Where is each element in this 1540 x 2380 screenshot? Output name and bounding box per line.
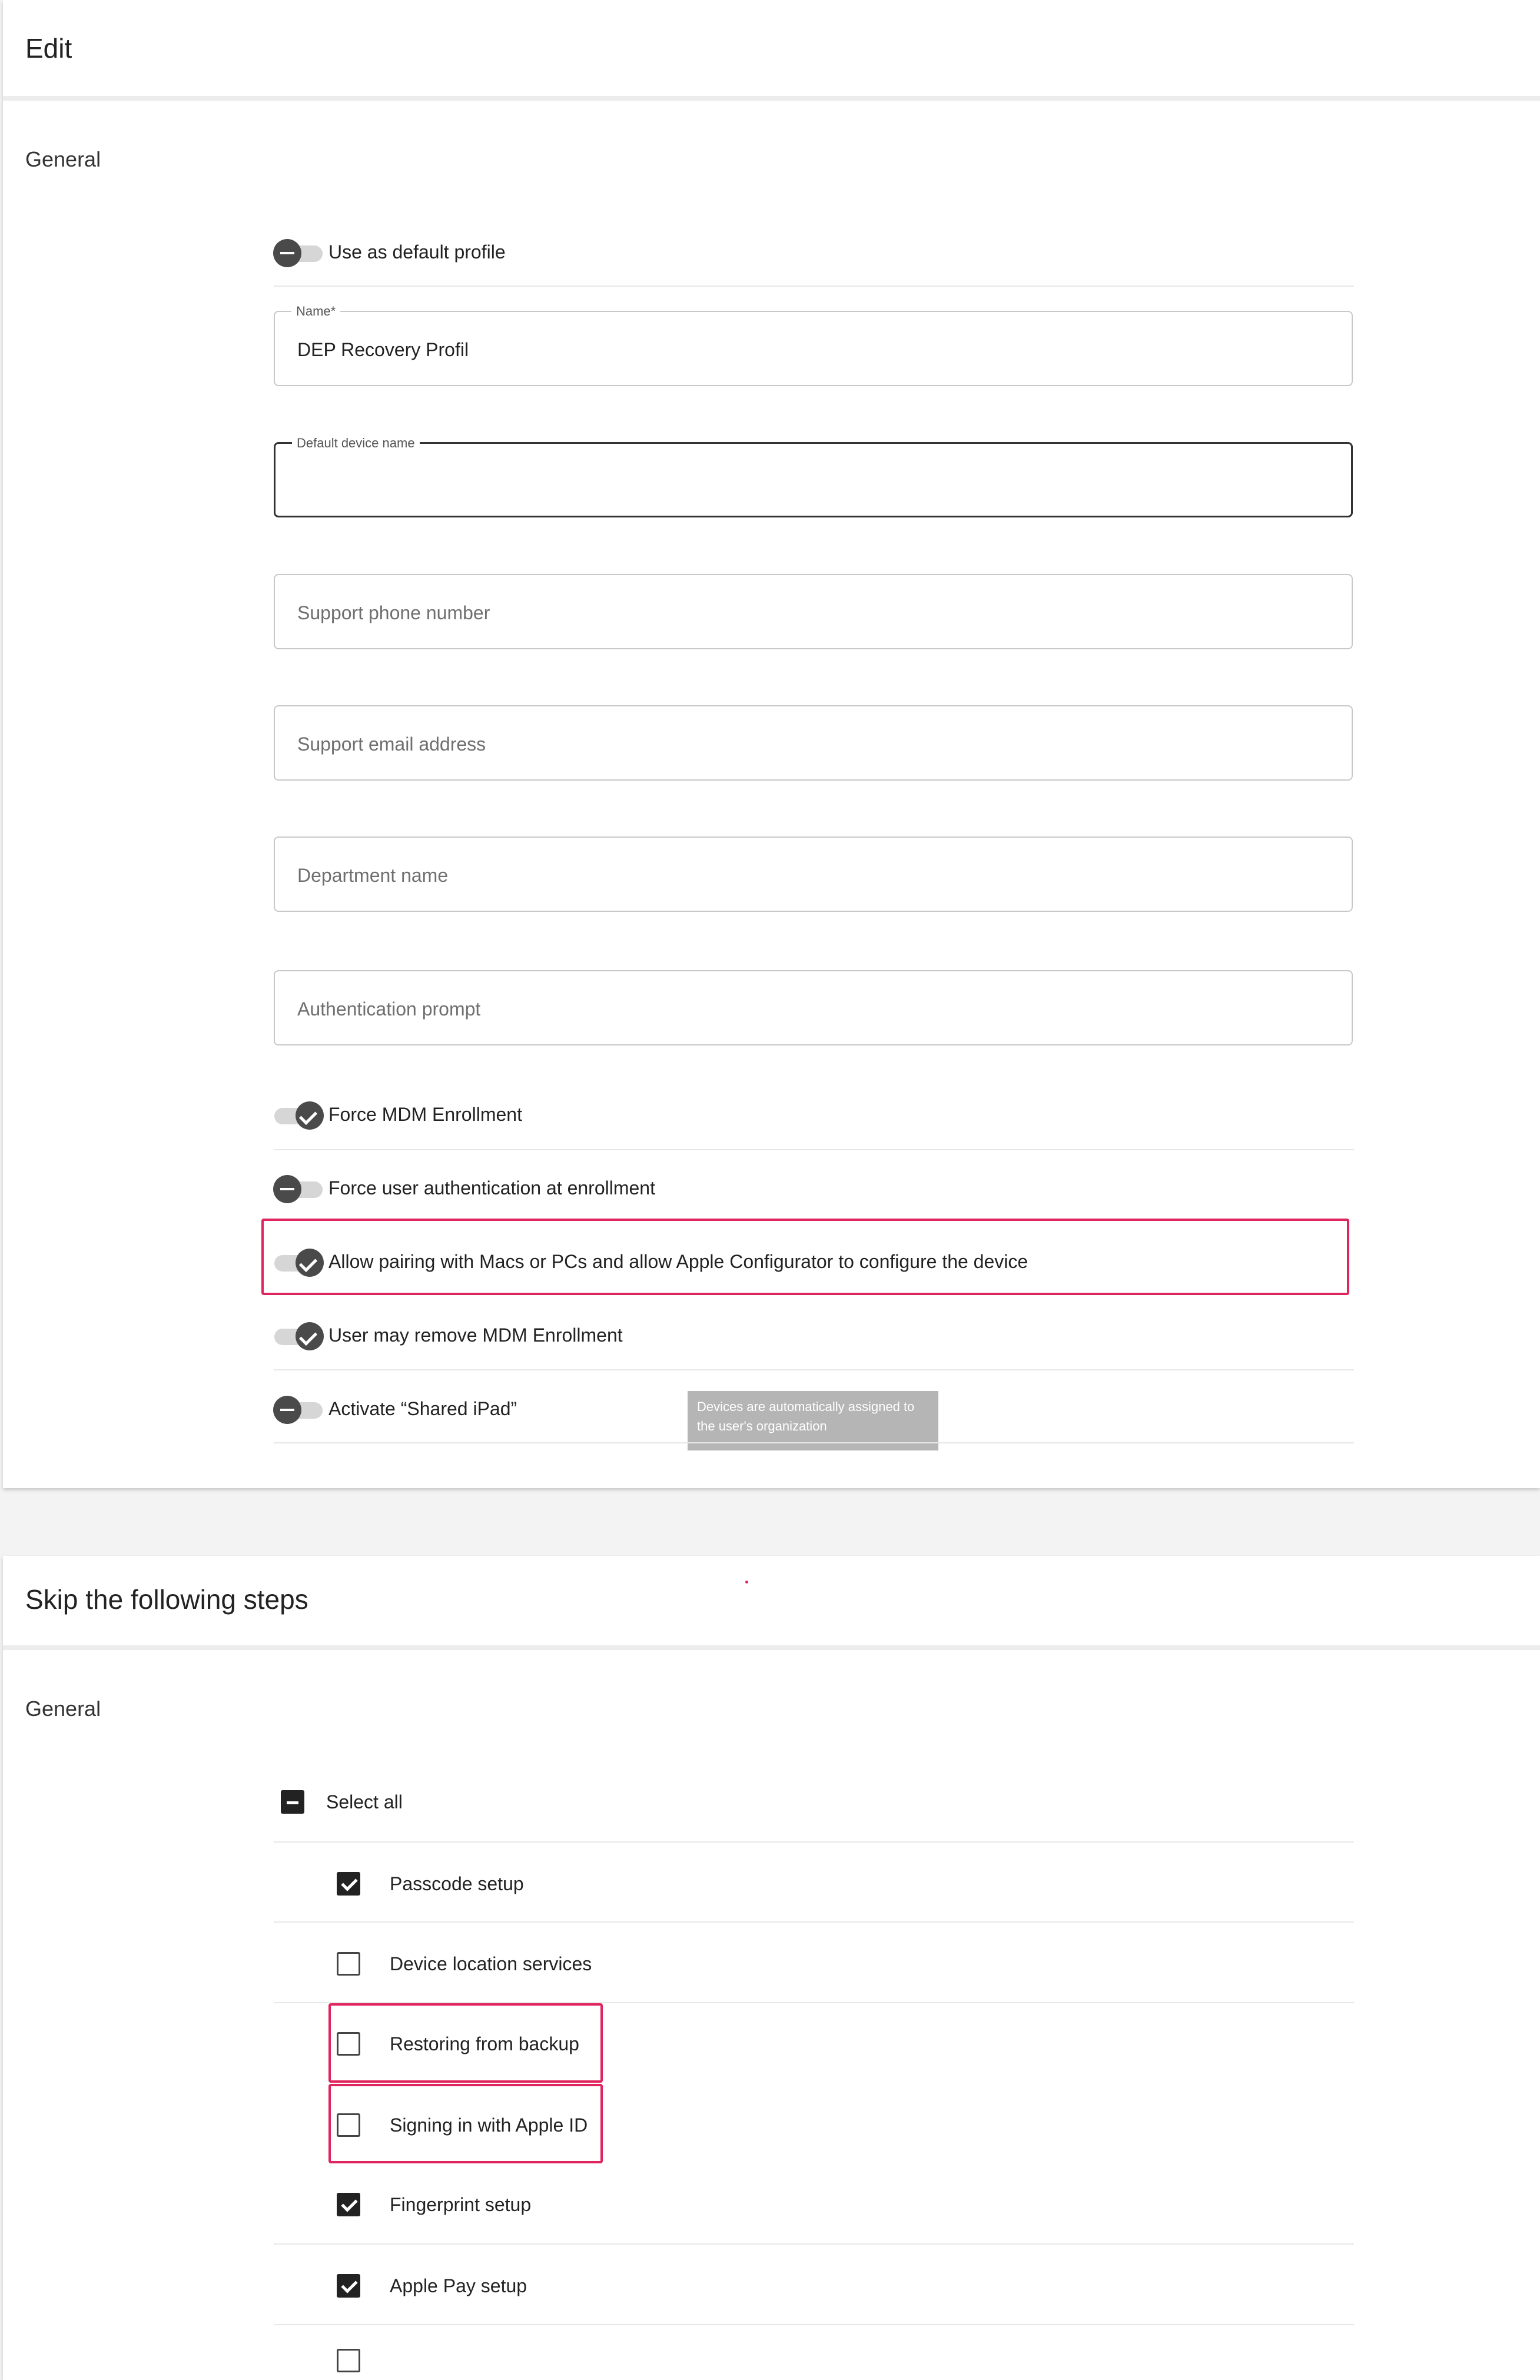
- next-step-checkbox[interactable]: [337, 2349, 360, 2372]
- step-row-apple-id[interactable]: [337, 2107, 588, 2143]
- apple-pay-label: Apple Pay setup: [390, 2275, 527, 2296]
- restore-backup-label: Restoring from backup: [390, 2033, 579, 2054]
- step-row-next[interactable]: [337, 2343, 360, 2378]
- force-mdm-row[interactable]: [272, 1097, 522, 1132]
- divider: [274, 2324, 1354, 2325]
- default-device-name-field[interactable]: [274, 436, 1353, 517]
- support-email-input[interactable]: [297, 730, 1298, 758]
- user-remove-mdm-row[interactable]: [272, 1317, 623, 1353]
- shared-ipad-label: Activate “Shared iPad”: [328, 1398, 517, 1419]
- allow-pairing-row[interactable]: [272, 1244, 1028, 1279]
- shared-ipad-tooltip: Devices are automatically assigned to the user's organization: [688, 1391, 938, 1450]
- force-user-auth-toggle[interactable]: [272, 1170, 325, 1206]
- apple-id-label: Signing in with Apple ID: [390, 2114, 588, 2136]
- step-row-restore-backup[interactable]: [337, 2026, 579, 2062]
- apple-id-checkbox[interactable]: [337, 2113, 360, 2137]
- shared-ipad-row[interactable]: [272, 1391, 517, 1426]
- default-device-name-label: Default device name: [292, 436, 420, 451]
- shared-ipad-toggle[interactable]: [272, 1391, 325, 1426]
- support-email-field[interactable]: [274, 705, 1353, 781]
- allow-pairing-toggle[interactable]: [272, 1244, 325, 1279]
- apple-pay-checkbox[interactable]: [337, 2274, 360, 2298]
- section-label-general: General: [25, 1697, 101, 1721]
- default-device-name-input[interactable]: [298, 467, 1299, 496]
- edit-card-title: Edit: [25, 33, 72, 64]
- divider: [274, 2243, 1354, 2245]
- location-label: Device location services: [390, 1953, 592, 1974]
- header-divider: [3, 1645, 1540, 1650]
- name-input[interactable]: [297, 336, 1298, 364]
- fingerprint-checkbox[interactable]: [337, 2193, 360, 2216]
- divider: [274, 1369, 1354, 1370]
- divider: [274, 1921, 1354, 1923]
- support-phone-field[interactable]: [274, 574, 1353, 649]
- divider: [274, 1149, 1354, 1150]
- fingerprint-label: Fingerprint setup: [390, 2193, 532, 2215]
- divider: [274, 1841, 1354, 1843]
- user-remove-mdm-label: User may remove MDM Enrollment: [328, 1324, 623, 1346]
- marker-dot: [745, 1581, 748, 1584]
- name-field[interactable]: [274, 304, 1353, 386]
- restore-backup-checkbox[interactable]: [337, 2032, 360, 2056]
- skip-steps-title: Skip the following steps: [25, 1584, 308, 1615]
- passcode-label: Passcode setup: [390, 1873, 524, 1894]
- select-all-row[interactable]: [281, 1784, 403, 1820]
- auth-prompt-input[interactable]: [297, 995, 1298, 1023]
- force-user-auth-row[interactable]: [272, 1170, 655, 1206]
- select-all-checkbox[interactable]: [281, 1790, 304, 1814]
- support-phone-input[interactable]: [297, 599, 1298, 627]
- auth-prompt-field[interactable]: [274, 970, 1353, 1045]
- name-field-label: Name*: [291, 304, 340, 319]
- divider: [274, 286, 1354, 287]
- select-all-label: Select all: [326, 1791, 403, 1813]
- allow-pairing-label: Allow pairing with Macs or PCs and allow Apple Configurator to configure the device: [328, 1250, 1028, 1272]
- header-divider: [3, 96, 1540, 101]
- section-label-general: General: [25, 147, 101, 171]
- default-profile-row[interactable]: [272, 234, 506, 270]
- step-row-apple-pay[interactable]: [337, 2268, 527, 2303]
- default-profile-toggle[interactable]: [272, 234, 325, 270]
- divider: [274, 1442, 1354, 1443]
- passcode-checkbox[interactable]: [337, 1872, 360, 1896]
- user-remove-mdm-toggle[interactable]: [272, 1317, 325, 1353]
- force-mdm-toggle[interactable]: [272, 1097, 325, 1132]
- department-input[interactable]: [297, 861, 1298, 889]
- location-checkbox[interactable]: [337, 1952, 360, 1976]
- default-profile-label: Use as default profile: [328, 241, 506, 263]
- step-row-passcode[interactable]: [337, 1866, 524, 1901]
- step-row-location[interactable]: [337, 1946, 592, 1981]
- department-field[interactable]: [274, 837, 1353, 912]
- step-row-fingerprint[interactable]: [337, 2187, 531, 2222]
- skip-steps-card: [3, 1556, 1540, 2380]
- force-mdm-label: Force MDM Enrollment: [328, 1103, 522, 1125]
- force-user-auth-label: Force user authentication at enrollment: [328, 1177, 655, 1199]
